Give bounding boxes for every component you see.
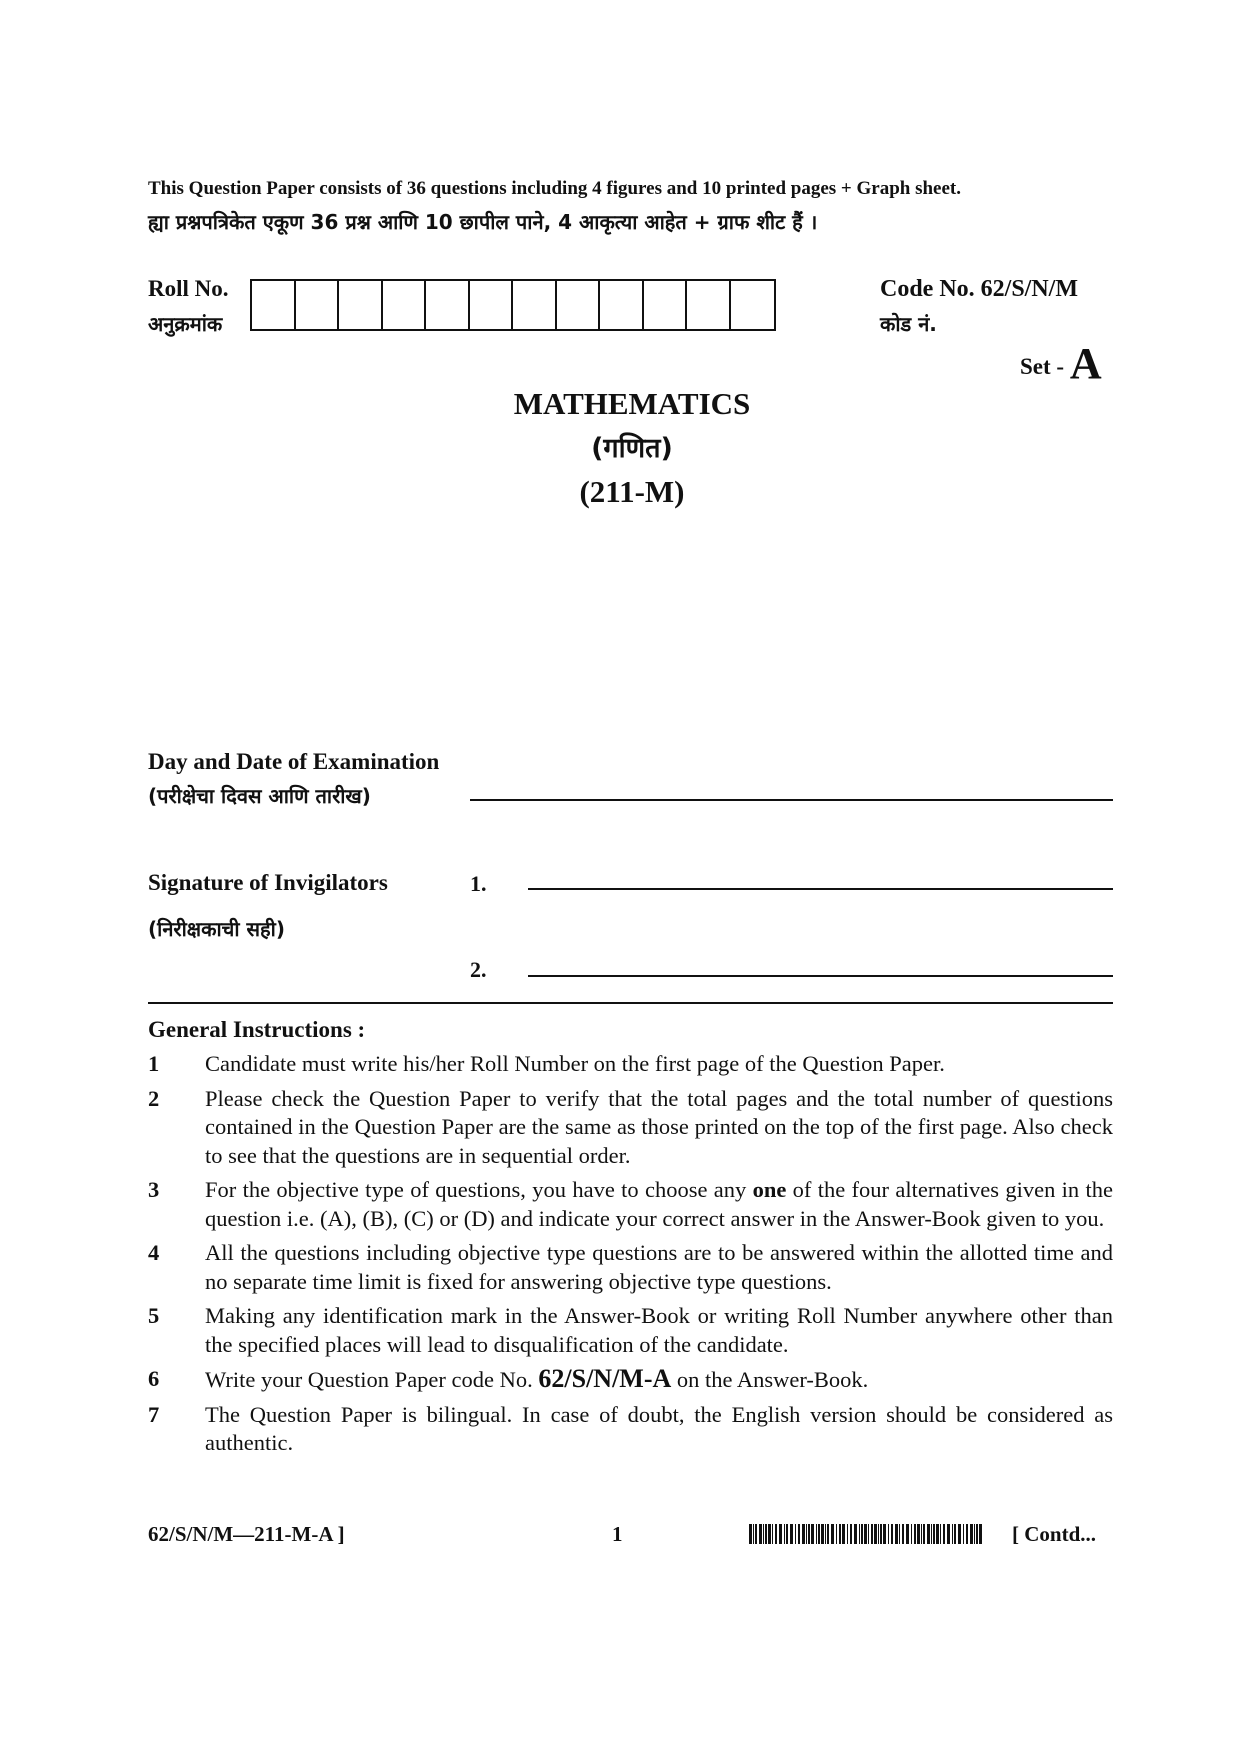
instruction-item (148, 1239, 1113, 1296)
roll-number-box[interactable] (470, 281, 514, 329)
invigilator-2-signature-field[interactable] (528, 975, 1113, 977)
instruction-number: 1 (148, 1051, 160, 1076)
roll-number-label: Roll No. (148, 276, 229, 301)
invigilator-1-signature-field[interactable] (528, 888, 1113, 890)
exam-date-label-hindi: (परीक्षेचा दिवस आणि तारीख) (148, 784, 371, 808)
instruction-item (148, 1365, 1113, 1395)
code-number-label-hindi: कोड नं. (880, 312, 937, 336)
subject-title: MATHEMATICS (513, 386, 751, 421)
instruction-number: 2 (148, 1085, 160, 1111)
paper-info-english: This Question Paper consists of 36 questions including 4 figures and 10 printed pages + Graph sheet. (148, 178, 962, 199)
exam-date-label: Day and Date of Examination (148, 749, 440, 774)
roll-number-box[interactable] (426, 281, 470, 329)
roll-number-box[interactable] (644, 281, 688, 329)
barcode-icon (749, 1524, 985, 1544)
footer-paper-code: 62/S/N/M—211-M-A ] (148, 1522, 345, 1546)
instruction-number: 4 (148, 1240, 160, 1265)
question-paper-code: 62/S/N/M-A (538, 1364, 672, 1393)
instruction-text: Please check the Question Paper to verify that the total pages and the total number of questions contained in the Question Paper are the same as those printed on the top of the first page. Also check to see that the questions are in sequential order. (205, 1085, 1113, 1168)
invigilator-2-number: 2. (470, 957, 487, 982)
subject-code: (211-M) (579, 474, 685, 509)
roll-number-box[interactable] (600, 281, 644, 329)
roll-number-box[interactable] (383, 281, 427, 329)
instruction-text (205, 1365, 1113, 1395)
roll-number-box[interactable] (513, 281, 557, 329)
instruction-text (205, 1176, 1113, 1233)
instruction-text: Making any identification mark in the Answer-Book or writing Roll Number anywhere other than the specified places will lead to disqualification of the candidate. (205, 1303, 1113, 1357)
roll-number-label-hindi: अनुक्रमांक (148, 312, 223, 336)
instruction-item (148, 1302, 1113, 1359)
instruction-text-part: of the four alternatives given in the question i.e. (A), (B), (C) or (D) and indicate your correct answer in the Answer-Book given to you. (205, 1177, 1113, 1231)
subject-title-hindi: (गणित) (591, 433, 673, 464)
invigilator-signature-label: Signature of Invigilators (148, 870, 388, 895)
roll-number-box[interactable] (731, 281, 775, 329)
instruction-number: 7 (148, 1401, 160, 1427)
exam-date-field[interactable] (470, 799, 1113, 801)
instruction-text-part: on the Answer-Book. (671, 1367, 869, 1392)
instruction-item (148, 1176, 1113, 1233)
roll-number-boxes[interactable] (250, 279, 776, 331)
instruction-item (148, 1401, 1113, 1458)
general-instructions-title: General Instructions : (148, 1017, 366, 1042)
instructions-list (148, 1050, 1113, 1464)
roll-number-box[interactable] (252, 281, 296, 329)
instruction-text-part: For the objective type of questions, you have to choose any (205, 1177, 753, 1202)
roll-number-box[interactable] (296, 281, 340, 329)
roll-number-box[interactable] (339, 281, 383, 329)
section-divider (148, 1002, 1113, 1004)
instruction-number: 5 (148, 1303, 160, 1328)
instruction-text: All the questions including objective type questions are to be answered within the allotted time and no separate time limit is fixed for answering objective type questions. (205, 1240, 1113, 1294)
invigilator-1-number: 1. (470, 871, 487, 896)
instruction-item (148, 1085, 1113, 1171)
paper-info-hindi: ह्या प्रश्नपत्रिकेत एकूण 36 प्रश्न आणि 10 छापील पाने, 4 आकृत्या आहेत + ग्राफ शीट हैं । (148, 210, 818, 234)
instruction-item (148, 1050, 1113, 1079)
set-letter: A (1069, 339, 1102, 388)
instruction-text: Candidate must write his/her Roll Number on the first page of the Question Paper. (205, 1051, 945, 1076)
code-number-label: Code No. 62/S/N/M (880, 276, 1078, 302)
invigilator-signature-label-hindi: (निरीक्षकाची सही) (148, 917, 285, 941)
instruction-number: 3 (148, 1177, 160, 1202)
instruction-text-part: Write your Question Paper code No. (205, 1367, 539, 1392)
roll-number-box[interactable] (557, 281, 601, 329)
instruction-text: The Question Paper is bilingual. In case of doubt, the English version should be considered as authentic. (205, 1401, 1113, 1455)
instruction-number: 6 (148, 1366, 160, 1391)
set-label (1020, 338, 1102, 389)
instruction-emphasis: one (752, 1177, 787, 1202)
set-prefix: Set - (1020, 354, 1070, 379)
roll-number-box[interactable] (687, 281, 731, 329)
continued-label: [ Contd... (1012, 1522, 1097, 1546)
page-number: 1 (612, 1522, 623, 1546)
